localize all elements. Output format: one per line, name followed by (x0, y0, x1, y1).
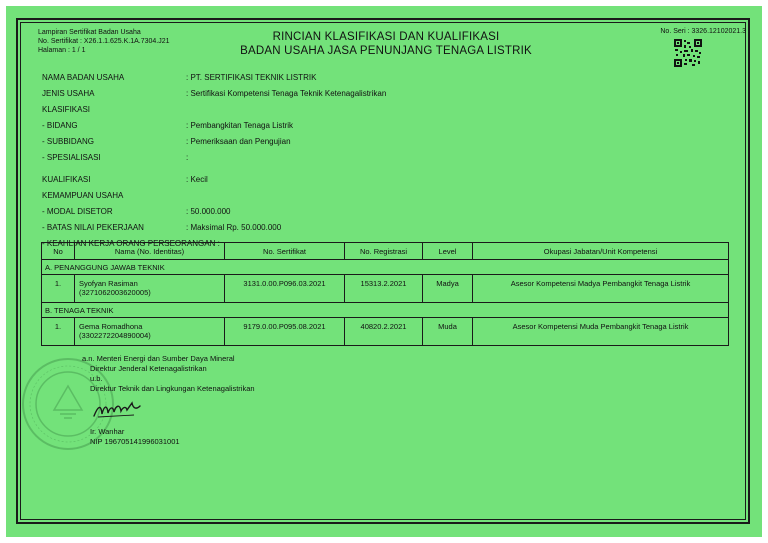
page-number: Halaman : 1 / 1 (38, 47, 86, 54)
table-row (42, 318, 729, 346)
serial-number: No. Seri : 3326.12102021.3 (660, 28, 746, 35)
header-left-block (38, 28, 170, 55)
document-title (186, 30, 586, 58)
cell-registrasi: 40820.2.2021 (345, 318, 423, 346)
value-jenis: : Sertifikasi Kompetensi Tenaga Teknik Ketenagalistrikan (186, 89, 387, 98)
table-header-row (42, 243, 729, 260)
section-row-b (42, 303, 729, 318)
label-kemampuan: KEMAMPUAN USAHA (42, 191, 124, 200)
signatory-name-block (90, 427, 180, 447)
cell-okupasi: Asesor Kompetensi Madya Pembangkit Tenaga Listrik (473, 275, 729, 303)
cell-nama (75, 275, 225, 303)
section-row-a (42, 260, 729, 275)
title-line-1: RINCIAN KLASIFIKASI DAN KUALIFIKASI (272, 31, 500, 43)
label-keahlian: - KEAHLIAN KERJA ORANG PERSEORANGAN : (42, 239, 220, 248)
title-line-2: BADAN USAHA JASA PENUNJANG TENAGA LISTRIK (240, 45, 532, 57)
sign-line-2: Direktur Jenderal Ketenagalistrikan (90, 364, 207, 373)
cell-nama (75, 318, 225, 346)
section-a-label: A. PENANGGUNG JAWAB TEKNIK (42, 260, 729, 275)
lampiran-text: Lampiran Sertifikat Badan Usaha (38, 29, 141, 36)
cell-registrasi: 15313.2.2021 (345, 275, 423, 303)
label-subbidang: - SUBBIDANG (42, 137, 95, 146)
value-bidang: : Pembangkitan Tenaga Listrik (186, 121, 294, 130)
cell-level: Madya (423, 275, 473, 303)
col-okupasi: Okupasi Jabatan/Unit Kompetensi (473, 243, 729, 260)
label-batas: - BATAS NILAI PEKERJAAN (42, 223, 144, 232)
table-row (42, 275, 729, 303)
cell-okupasi: Asesor Kompetensi Muda Pembangkit Tenaga Listrik (473, 318, 729, 346)
label-bidang: - BIDANG (42, 121, 78, 130)
value-batas: : Maksimal Rp. 50.000.000 (186, 223, 282, 232)
cell-level: Muda (423, 318, 473, 346)
col-sertifikat: No. Sertifikat (225, 243, 345, 260)
signatory-block (82, 354, 255, 394)
label-nama: NAMA BADAN USAHA (42, 73, 125, 82)
col-level: Level (423, 243, 473, 260)
cell-sertifikat: 9179.0.00.P095.08.2021 (225, 318, 345, 346)
sign-line-4: Direktur Teknik dan Lingkungan Ketenagalistrikan (90, 384, 255, 393)
certificate-number: No. Sertifikat : X26.1.1.625.K.1A.7304.J21 (38, 38, 170, 45)
label-jenis: JENIS USAHA (42, 89, 95, 98)
label-klasifikasi: KLASIFIKASI (42, 105, 91, 114)
certificate-page (6, 6, 762, 537)
section-b-label: B. TENAGA TEKNIK (42, 303, 729, 318)
value-nama: : PT. SERTIFIKASI TEKNIK LISTRIK (186, 73, 317, 82)
label-modal: - MODAL DISETOR (42, 207, 113, 216)
signatory-nip: NIP 196705141996031001 (90, 437, 180, 446)
signatory-name: Ir. Wanhar (90, 427, 125, 436)
person-id: (3302272204890004) (79, 331, 151, 340)
qr-code-icon (674, 39, 702, 67)
cell-sertifikat: 3131.0.00.P096.03.2021 (225, 275, 345, 303)
personnel-table (41, 242, 729, 346)
handwritten-signature (92, 398, 142, 420)
col-registrasi: No. Registrasi (345, 243, 423, 260)
value-kualifikasi: : Kecil (186, 175, 208, 184)
value-spesialisasi: : (186, 153, 189, 162)
label-kualifikasi: KUALIFIKASI (42, 175, 91, 184)
sign-line-3: u.b. (90, 374, 103, 383)
person-id: (3271062003620005) (79, 288, 151, 297)
cell-no: 1. (42, 275, 75, 303)
col-no: No (42, 243, 75, 260)
value-modal: : 50.000.000 (186, 207, 231, 216)
value-subbidang: : Pemeriksaan dan Pengujian (186, 137, 291, 146)
col-nama: Nama (No. Identitas) (75, 243, 225, 260)
cell-no: 1. (42, 318, 75, 346)
person-name: Gema Romadhona (79, 322, 143, 331)
person-name: Syofyan Rasiman (79, 279, 138, 288)
sign-line-1: a.n. Menteri Energi dan Sumber Daya Mineral (82, 354, 235, 363)
label-spesialisasi: - SPESIALISASI (42, 153, 101, 162)
